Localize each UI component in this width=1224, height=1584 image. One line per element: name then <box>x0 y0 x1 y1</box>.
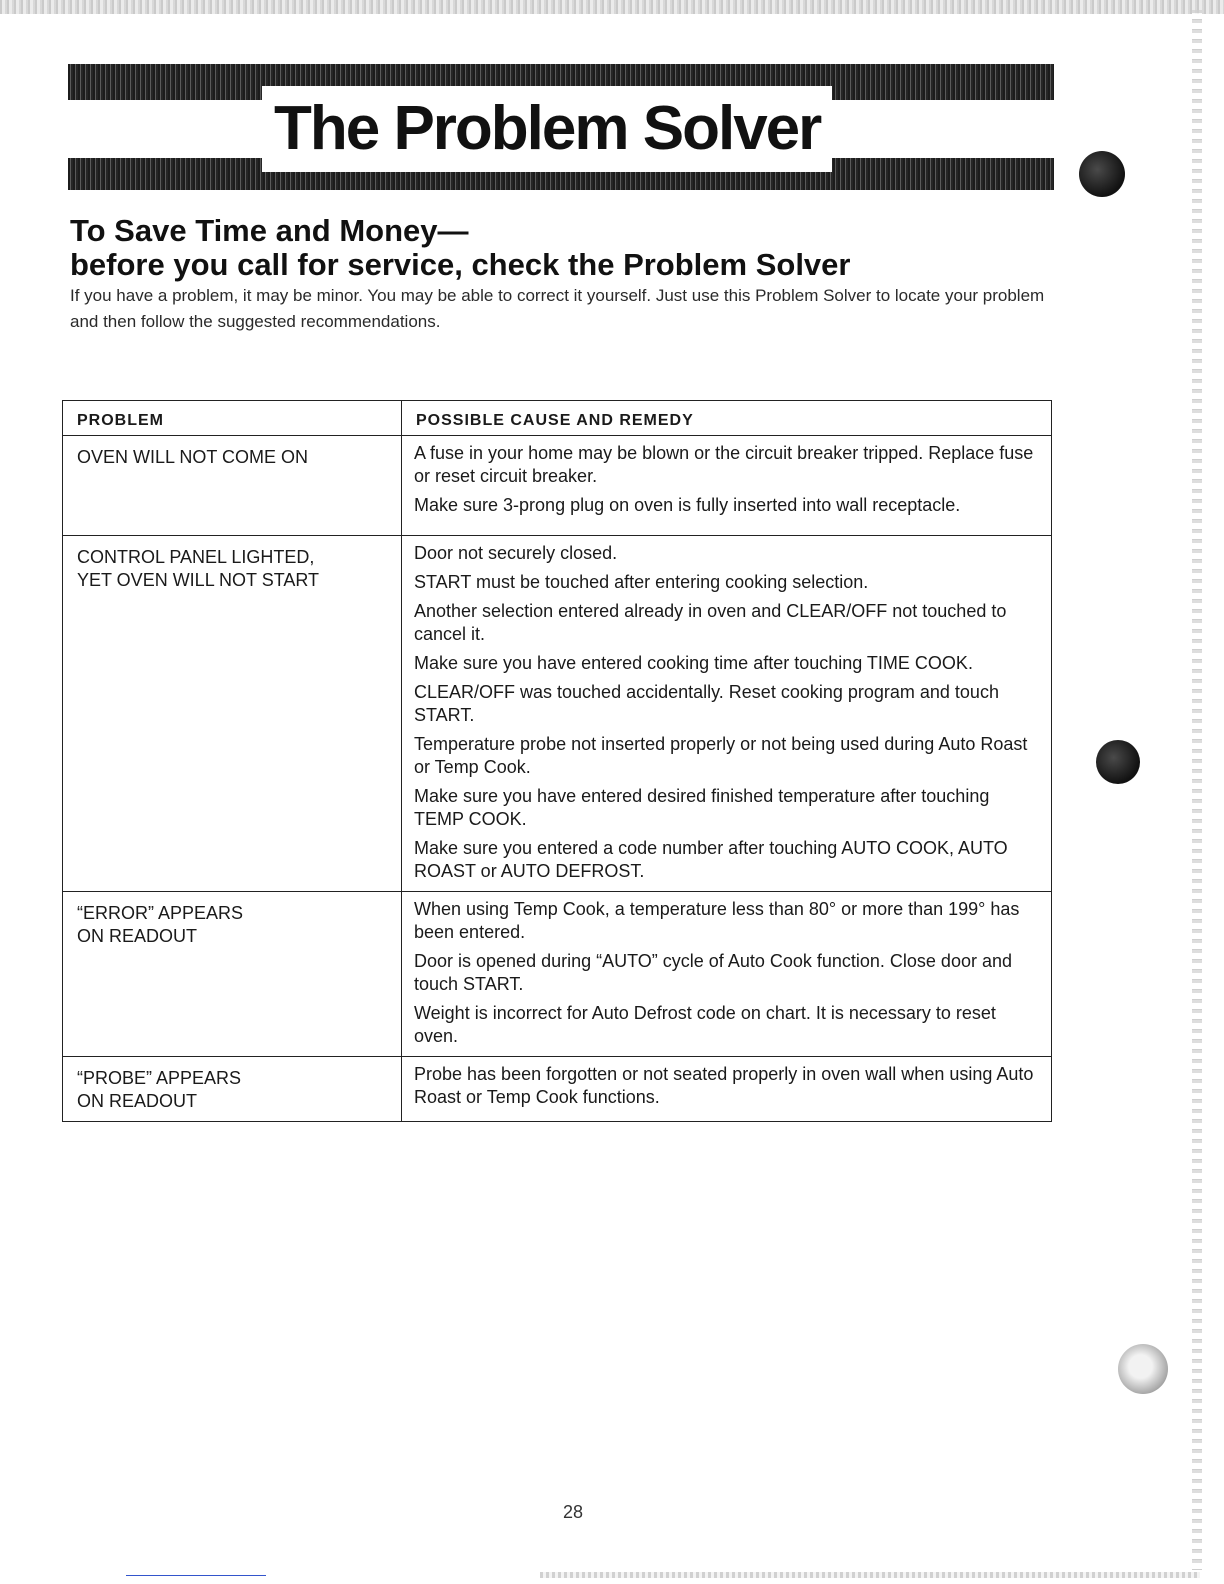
remedy-item: CLEAR/OFF was touched accidentally. Reset cooking program and touch START. <box>414 682 999 725</box>
subheading <box>70 214 850 282</box>
table-header-row <box>63 401 1052 436</box>
header-problem: PROBLEM <box>63 401 402 436</box>
problem-cell <box>63 536 402 892</box>
remedy-cell <box>402 536 1052 892</box>
page-title: The Problem Solver <box>274 94 821 163</box>
remedy-item: Probe has been forgotten or not seated properly in oven wall when using Auto Roast or Temp Cook functions. <box>414 1064 1034 1107</box>
problem-line: OVEN WILL NOT COME ON <box>77 447 309 467</box>
problem-solver-table <box>62 400 1052 1122</box>
scan-edge-right <box>1192 10 1202 1570</box>
problem-line: ON READOUT <box>77 1091 198 1111</box>
table-row <box>63 892 1052 1057</box>
remedy-item: Make sure you entered a code number after touching AUTO COOK, AUTO ROAST or AUTO DEFROST. <box>414 838 1008 881</box>
remedy-item: Temperature probe not inserted properly or not being used during Auto Roast or Temp Cook. <box>414 734 1028 777</box>
problem-line: CONTROL PANEL LIGHTED, <box>77 547 315 567</box>
problem-cell <box>63 436 402 536</box>
problem-line: ON READOUT <box>77 926 198 946</box>
remedy-item: Door is opened during “AUTO” cycle of Auto Cook function. Close door and touch START. <box>414 951 1012 994</box>
binder-hole-middle <box>1096 740 1140 784</box>
scan-mark-line <box>126 1575 266 1576</box>
title-block <box>262 86 832 172</box>
subheading-line-1: To Save Time and Money— <box>70 213 469 248</box>
table-row <box>63 436 1052 536</box>
problem-line: “PROBE” APPEARS <box>77 1068 242 1088</box>
binder-hole-bottom <box>1118 1344 1168 1394</box>
remedy-item: Weight is incorrect for Auto Defrost code on chart. It is necessary to reset oven. <box>414 1003 996 1046</box>
remedy-item: A fuse in your home may be blown or the circuit breaker tripped. Replace fuse or reset circuit breaker. <box>414 443 1034 486</box>
header-remedy: POSSIBLE CAUSE AND REMEDY <box>402 401 1052 436</box>
problem-cell <box>63 892 402 1057</box>
scan-edge-bottom <box>540 1572 1200 1578</box>
remedy-cell <box>402 436 1052 536</box>
remedy-item: START must be touched after entering cooking selection. <box>414 572 869 592</box>
table-row <box>63 1057 1052 1122</box>
intro-paragraph: If you have a problem, it may be minor. You may be able to correct it yourself. Just use this Problem Solver to locate your problem and then follow the suggested recommendations. <box>70 286 1045 331</box>
binder-hole-top <box>1079 151 1125 197</box>
table-row <box>63 536 1052 892</box>
remedy-item: Make sure 3-prong plug on oven is fully inserted into wall receptacle. <box>414 495 961 515</box>
problem-line: YET OVEN WILL NOT START <box>77 570 320 590</box>
remedy-cell <box>402 892 1052 1057</box>
remedy-item: Another selection entered already in oven and CLEAR/OFF not touched to cancel it. <box>414 601 1007 644</box>
scan-edge-top <box>0 0 1224 14</box>
page-number: 28 <box>562 1502 584 1522</box>
problem-line: “ERROR” APPEARS <box>77 903 244 923</box>
remedy-cell <box>402 1057 1052 1122</box>
subheading-line-2: before you call for service, check the Problem Solver <box>70 247 851 282</box>
remedy-item: Make sure you have entered desired finished temperature after touching TEMP COOK. <box>414 786 990 829</box>
remedy-item: Make sure you have entered cooking time after touching TIME COOK. <box>414 653 973 673</box>
problem-cell <box>63 1057 402 1122</box>
remedy-item: Door not securely closed. <box>414 543 618 563</box>
remedy-item: When using Temp Cook, a temperature less than 80° or more than 199° has been entered. <box>414 899 1020 942</box>
